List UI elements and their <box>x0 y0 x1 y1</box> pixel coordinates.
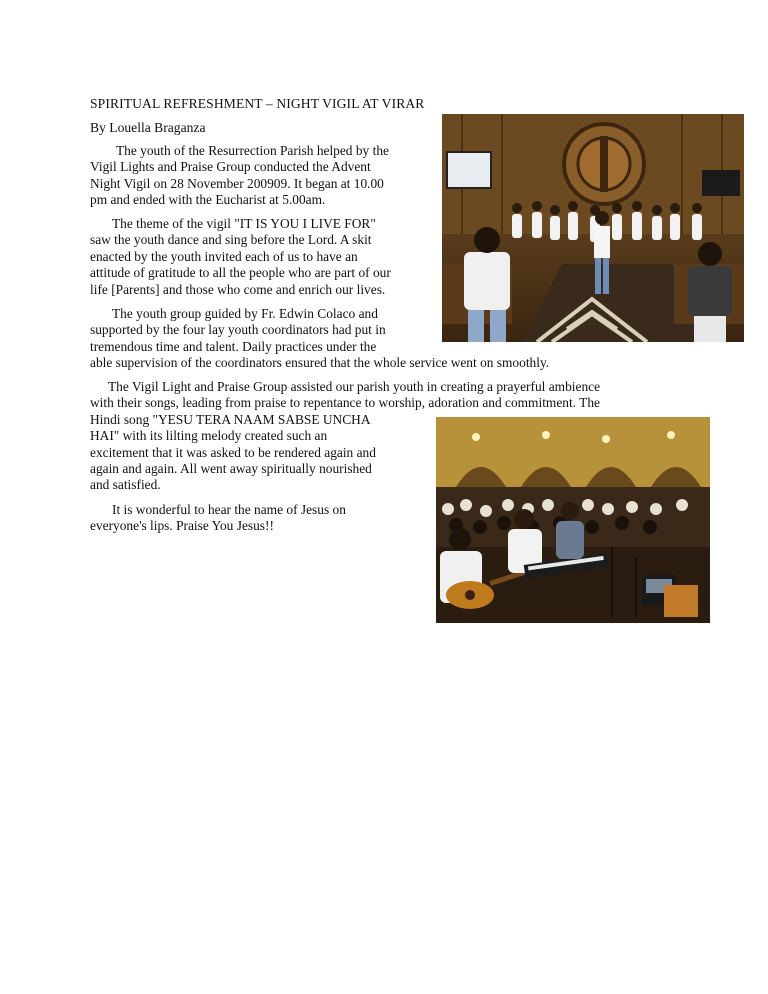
paragraph-line: saw the youth dance and sing before the Lord. A skit <box>90 232 372 248</box>
paragraph-1 <box>90 143 389 209</box>
paragraph-line: and satisfied. <box>90 477 161 493</box>
paragraph-line: able supervision of the coordinators ensured that the whole service went on smoothly. <box>90 355 550 371</box>
paragraph-line: The Vigil Light and Praise Group assisted our parish youth in creating a prayerful ambience <box>108 379 601 394</box>
youth-dance-illustration <box>442 114 744 342</box>
paragraph-line: attitude of gratitude to all the people who are part of our <box>90 265 391 281</box>
paragraph-5 <box>90 502 346 535</box>
article-title: SPIRITUAL REFRESHMENT – NIGHT VIGIL AT VIRAR <box>90 96 425 111</box>
paragraph-2 <box>90 216 391 298</box>
paragraph-line: It is wonderful to hear the name of Jesus on <box>112 502 346 517</box>
paragraph-line: tremendous time and talent. Daily practices under the <box>90 338 377 354</box>
paragraph-line: The youth group guided by Fr. Edwin Colaco and <box>112 306 378 321</box>
paragraph-line: The youth of the Resurrection Parish helped by the <box>116 143 389 158</box>
paragraph-line: everyone's lips. Praise You Jesus!! <box>90 518 274 534</box>
praise-group-photo <box>436 417 710 623</box>
paragraph-line: Hindi song "YESU TERA NAAM SABSE UNCHA <box>90 411 371 427</box>
paragraph-line: supported by the four lay youth coordinators had put in <box>90 322 386 338</box>
paragraph-line: life [Parents] and those who come and enrich our lives. <box>90 281 386 297</box>
paragraph-line: HAI" with its lilting melody created such an <box>90 428 328 444</box>
paragraph-line: Night Vigil on 28 November 200909. It began at 10.00 <box>90 175 384 191</box>
paragraph-line: excitement that it was asked to be rendered again and <box>90 444 376 460</box>
youth-dance-photo <box>442 114 744 342</box>
paragraph-line: again and again. All went away spiritually nourished <box>90 461 372 477</box>
paragraph-line: enacted by the youth invited each of us to have an <box>90 248 358 264</box>
paragraph-line: pm and ended with the Eucharist at 5.00am. <box>90 192 326 208</box>
praise-group-illustration <box>436 417 710 623</box>
article-byline: By Louella Braganza <box>90 120 206 135</box>
paragraph-line: The theme of the vigil "IT IS YOU I LIVE FOR" <box>112 216 376 231</box>
paragraph-line: with their songs, leading from praise to repentance to worship, adoration and commitment. The <box>90 395 600 411</box>
paragraph-line: Vigil Lights and Praise Group conducted the Advent <box>90 159 371 175</box>
